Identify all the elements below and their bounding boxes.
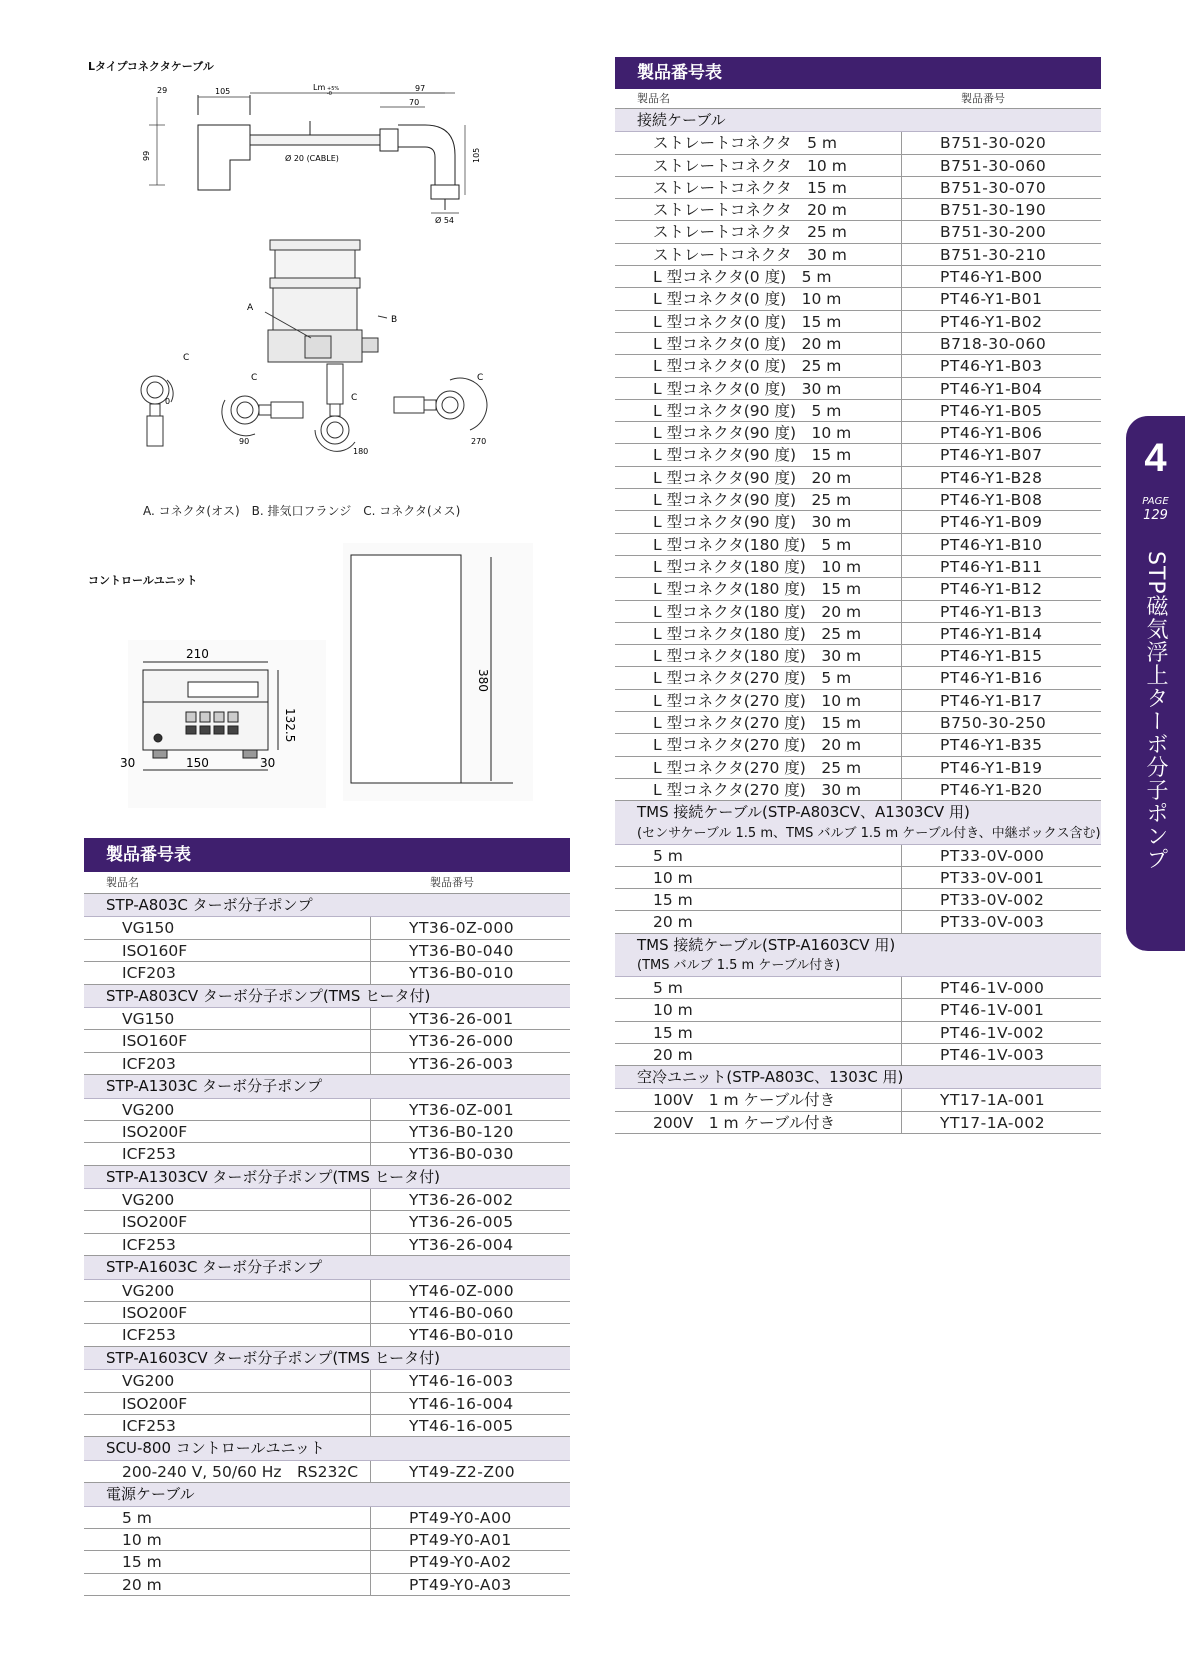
- table-group-header: [84, 1166, 570, 1189]
- table-row: [84, 1324, 570, 1346]
- left-table-title: 製品番号表: [84, 838, 570, 872]
- product-name-cell: L 型コネクタ(180 度) 5 m: [653, 535, 852, 554]
- product-name-cell: 10 m: [653, 1001, 693, 1020]
- product-code-cell: YT36-B0-030: [370, 1143, 514, 1164]
- table-row: [84, 1415, 570, 1437]
- table-row: [84, 1008, 570, 1030]
- table-row: [84, 1143, 570, 1165]
- c-label-270: C: [477, 373, 484, 383]
- product-name-cell: L 型コネクタ(270 度) 25 m: [653, 758, 862, 777]
- table-row: [615, 911, 1101, 933]
- table-row: [615, 578, 1101, 600]
- pump-label-b: B: [391, 315, 398, 325]
- product-name-cell: ICF253: [122, 1145, 176, 1164]
- product-name-cell: L 型コネクタ(270 度) 10 m: [653, 691, 862, 710]
- product-code-cell: PT46-Y1-B01: [901, 288, 1043, 309]
- table-row: [615, 556, 1101, 578]
- product-code-cell: PT46-Y1-B16: [901, 667, 1043, 688]
- product-name-cell: ストレートコネクタ 5 m: [653, 134, 837, 153]
- table-row: [615, 845, 1101, 867]
- product-name-cell: 5 m: [122, 1508, 152, 1527]
- table-row: [615, 623, 1101, 645]
- product-name-cell: 15 m: [653, 1023, 693, 1042]
- product-code-cell: PT46-Y1-B08: [901, 489, 1043, 510]
- product-code-cell: PT46-Y1-B15: [901, 645, 1043, 666]
- product-code-cell: YT46-B0-060: [370, 1302, 514, 1323]
- group-title: STP-A1603C ターボ分子ポンプ: [106, 1258, 323, 1277]
- group-title: STP-A1303C ターボ分子ポンプ: [106, 1077, 323, 1096]
- product-code-cell: YT36-B0-120: [370, 1121, 514, 1142]
- table-row: [615, 779, 1101, 801]
- table-group-header: [84, 894, 570, 917]
- product-code-cell: PT46-Y1-B35: [901, 734, 1043, 755]
- dim-lm-tol-zero: -0: [327, 91, 332, 97]
- product-name-cell: ICF203: [122, 964, 176, 983]
- product-name-cell: L 型コネクタ(270 度) 5 m: [653, 669, 852, 688]
- dim-width: 210: [186, 647, 209, 661]
- page-label: PAGE: [1142, 496, 1169, 507]
- product-name-cell: L 型コネクタ(180 度) 15 m: [653, 580, 862, 599]
- table-row: [84, 1189, 570, 1211]
- chapter-number: 4: [1144, 436, 1167, 480]
- product-code-cell: B751-30-060: [901, 155, 1046, 176]
- product-code-cell: YT46-0Z-000: [370, 1280, 514, 1301]
- product-name-cell: ストレートコネクタ 30 m: [653, 245, 847, 264]
- dim-54: Ø 54: [435, 216, 455, 225]
- dim-right: 30: [260, 756, 276, 770]
- c-label-90: C: [251, 373, 258, 383]
- product-code-cell: YT36-0Z-000: [370, 917, 514, 938]
- product-name-cell: ストレートコネクタ 25 m: [653, 223, 847, 242]
- group-title: TMS 接続ケーブル(STP-A1603CV 用): [637, 935, 896, 954]
- product-name-cell: ICF253: [122, 1235, 176, 1254]
- table-row: [84, 1461, 570, 1483]
- product-code-cell: PT46-Y1-B06: [901, 422, 1043, 443]
- right-table-title: 製品番号表: [615, 57, 1101, 89]
- group-title: TMS 接続ケーブル(STP-A803CV、A1303CV 用): [637, 803, 970, 822]
- angle-90: 90: [239, 437, 250, 446]
- product-code-cell: PT49-Y0-A01: [370, 1529, 512, 1550]
- table-row: [615, 645, 1101, 667]
- group-title: STP-A1303CV ターボ分子ポンプ(TMS ヒータ付): [106, 1167, 440, 1186]
- table-row: [615, 422, 1101, 444]
- product-name-cell: L 型コネクタ(90 度) 15 m: [653, 446, 852, 465]
- product-name-cell: 10 m: [653, 868, 693, 887]
- control-unit-figure-title: コントロールユニット: [88, 574, 198, 587]
- group-title: STP-A803CV ターボ分子ポンプ(TMS ヒータ付): [106, 986, 431, 1005]
- chapter-side-tab[interactable]: [1126, 416, 1185, 951]
- product-name-cell: ICF203: [122, 1054, 176, 1073]
- pump-label-a: A: [247, 303, 254, 313]
- product-code-cell: PT49-Y0-A02: [370, 1551, 512, 1572]
- right-col-code: 製品番号: [961, 92, 1005, 105]
- table-group-header: [615, 934, 1101, 977]
- table-row: [84, 1053, 570, 1075]
- table-row: [615, 444, 1101, 466]
- table-row: [615, 177, 1101, 199]
- product-code-cell: PT46-Y1-B04: [901, 378, 1043, 399]
- table-group-header: [84, 1437, 570, 1460]
- table-row: [84, 1234, 570, 1256]
- product-code-cell: PT46-1V-001: [901, 999, 1044, 1020]
- product-name-cell: L 型コネクタ(270 度) 30 m: [653, 780, 862, 799]
- group-title: 接続ケーブル: [637, 111, 726, 129]
- table-row: [84, 1030, 570, 1052]
- product-code-cell: PT46-Y1-B11: [901, 556, 1043, 577]
- product-code-cell: PT46-1V-002: [901, 1022, 1044, 1043]
- table-row: [84, 1529, 570, 1551]
- product-name-cell: VG200: [122, 1100, 175, 1119]
- right-table-column-header: [615, 89, 1101, 109]
- product-code-cell: YT49-Z2-Z00: [370, 1461, 515, 1482]
- product-name-cell: ISO200F: [122, 1122, 188, 1141]
- product-code-cell: PT46-Y1-B12: [901, 578, 1043, 599]
- product-name-cell: ISO200F: [122, 1304, 188, 1323]
- group-subtitle: (センサケーブル 1.5 m、TMS バルブ 1.5 m ケーブル付き、中継ボックス含む): [637, 825, 1101, 841]
- table-row: [615, 667, 1101, 689]
- product-name-cell: 100V 1 m ケーブル付き: [653, 1091, 836, 1110]
- product-code-cell: YT36-26-002: [370, 1189, 514, 1210]
- table-row: [615, 534, 1101, 556]
- product-name-cell: L 型コネクタ(0 度) 15 m: [653, 312, 842, 331]
- product-code-cell: PT46-Y1-B20: [901, 779, 1043, 800]
- table-row: [615, 355, 1101, 377]
- table-group-header: [84, 1256, 570, 1279]
- table-row: [615, 1112, 1101, 1134]
- product-name-cell: L 型コネクタ(90 度) 25 m: [653, 491, 852, 510]
- dim-height: 132.5: [283, 708, 297, 743]
- product-code-cell: YT36-0Z-001: [370, 1099, 514, 1120]
- product-code-cell: PT46-Y1-B07: [901, 444, 1043, 465]
- product-code-cell: PT33-0V-001: [901, 867, 1044, 888]
- l-cable-drawing: [135, 85, 515, 225]
- product-name-cell: L 型コネクタ(180 度) 25 m: [653, 624, 862, 643]
- product-code-cell: YT46-16-003: [370, 1370, 514, 1391]
- table-row: [84, 1280, 570, 1302]
- table-row: [615, 400, 1101, 422]
- product-name-cell: L 型コネクタ(180 度) 20 m: [653, 602, 862, 621]
- table-row: [615, 467, 1101, 489]
- table-row: [84, 1507, 570, 1529]
- product-name-cell: ISO160F: [122, 941, 188, 960]
- product-code-cell: PT46-Y1-B19: [901, 757, 1043, 778]
- page-number: 129: [1143, 508, 1168, 523]
- table-row: [615, 511, 1101, 533]
- table-row: [84, 1302, 570, 1324]
- product-name-cell: VG200: [122, 1372, 175, 1391]
- product-name-cell: 20 m: [653, 913, 693, 932]
- table-group-header: [615, 801, 1101, 844]
- product-code-cell: B751-30-020: [901, 132, 1046, 153]
- right-product-table: [615, 57, 1101, 1134]
- angle-180: 180: [353, 447, 369, 456]
- table-row: [615, 378, 1101, 400]
- dim-97: 97: [415, 84, 426, 93]
- dim-99: 99: [142, 150, 151, 161]
- product-name-cell: ストレートコネクタ 10 m: [653, 156, 847, 175]
- table-row: [84, 1393, 570, 1415]
- dim-70: 70: [409, 98, 420, 107]
- product-name-cell: VG150: [122, 1009, 175, 1028]
- product-code-cell: PT46-Y1-B09: [901, 511, 1043, 532]
- dim-depth: 380: [476, 669, 490, 692]
- table-row: [615, 199, 1101, 221]
- product-name-cell: L 型コネクタ(270 度) 15 m: [653, 714, 862, 733]
- table-row: [84, 1574, 570, 1596]
- group-title: STP-A803C ターボ分子ポンプ: [106, 896, 313, 914]
- group-subtitle: (TMS バルブ 1.5 m ケーブル付き): [637, 957, 841, 973]
- table-row: [615, 757, 1101, 779]
- product-code-cell: YT36-B0-040: [370, 940, 514, 961]
- product-code-cell: YT36-26-005: [370, 1211, 514, 1232]
- product-code-cell: PT46-1V-000: [901, 977, 1044, 998]
- product-name-cell: ICF253: [122, 1326, 176, 1345]
- table-row: [615, 288, 1101, 310]
- table-row: [84, 917, 570, 939]
- table-row: [615, 712, 1101, 734]
- product-code-cell: B751-30-070: [901, 177, 1046, 198]
- product-code-cell: YT36-26-004: [370, 1234, 514, 1255]
- product-name-cell: L 型コネクタ(270 度) 20 m: [653, 736, 862, 755]
- table-group-header: [615, 109, 1101, 132]
- table-group-header: [84, 1347, 570, 1370]
- product-name-cell: 5 m: [653, 978, 683, 997]
- left-table-column-header: [84, 872, 570, 894]
- product-name-cell: VG200: [122, 1191, 175, 1210]
- product-code-cell: B750-30-250: [901, 712, 1046, 733]
- product-name-cell: L 型コネクタ(90 度) 30 m: [653, 513, 852, 532]
- table-row: [615, 734, 1101, 756]
- product-name-cell: L 型コネクタ(90 度) 5 m: [653, 401, 842, 420]
- product-name-cell: 20 m: [122, 1575, 162, 1594]
- product-name-cell: 20 m: [653, 1045, 693, 1064]
- dim-left: 30: [120, 756, 136, 770]
- left-col-name: 製品名: [106, 876, 139, 889]
- product-code-cell: B718-30-060: [901, 333, 1046, 354]
- chapter-title: STP磁気浮上ターボ分子ポンプ: [1143, 551, 1168, 871]
- product-code-cell: YT17-1A-002: [901, 1112, 1045, 1133]
- product-name-cell: L 型コネクタ(0 度) 5 m: [653, 268, 832, 287]
- table-row: [615, 132, 1101, 154]
- orientation-caption: A. コネクタ(オス) B. 排気口フランジ C. コネクタ(メス): [143, 504, 461, 518]
- product-name-cell: 15 m: [653, 891, 693, 910]
- table-row: [615, 221, 1101, 243]
- product-code-cell: YT46-16-005: [370, 1415, 514, 1436]
- product-code-cell: PT46-Y1-B10: [901, 534, 1043, 555]
- product-code-cell: YT46-B0-010: [370, 1324, 514, 1345]
- table-row: [615, 1022, 1101, 1044]
- product-name-cell: ICF253: [122, 1416, 176, 1435]
- dim-lm-tol-plus: +5%: [327, 86, 340, 92]
- product-code-cell: B751-30-200: [901, 221, 1046, 242]
- product-name-cell: ストレートコネクタ 15 m: [653, 178, 847, 197]
- product-code-cell: PT33-0V-003: [901, 911, 1044, 932]
- product-name-cell: ストレートコネクタ 20 m: [653, 201, 847, 220]
- dim-middle: 150: [186, 756, 209, 770]
- right-col-name: 製品名: [637, 92, 670, 105]
- product-code-cell: YT36-26-003: [370, 1053, 514, 1074]
- product-code-cell: PT33-0V-000: [901, 845, 1044, 866]
- table-row: [615, 889, 1101, 911]
- product-name-cell: L 型コネクタ(0 度) 30 m: [653, 379, 842, 398]
- c-label-0: C: [183, 353, 190, 363]
- product-name-cell: 10 m: [122, 1530, 162, 1549]
- angle-270: 270: [471, 437, 487, 446]
- product-code-cell: PT46-Y1-B03: [901, 355, 1043, 376]
- table-row: [615, 977, 1101, 999]
- table-row: [615, 311, 1101, 333]
- group-title: 空冷ユニット(STP-A803C、1303C 用): [637, 1068, 904, 1087]
- table-row: [615, 1089, 1101, 1111]
- product-name-cell: 200-240 V, 50/60 Hz RS232C: [122, 1462, 359, 1481]
- product-name-cell: L 型コネクタ(180 度) 10 m: [653, 557, 862, 576]
- product-name-cell: 5 m: [653, 846, 683, 865]
- group-title: 電源ケーブル: [106, 1485, 195, 1504]
- product-code-cell: PT49-Y0-A00: [370, 1507, 512, 1528]
- product-code-cell: PT46-Y1-B14: [901, 623, 1043, 644]
- left-product-table: [84, 838, 570, 1596]
- product-name-cell: VG150: [122, 919, 175, 938]
- product-code-cell: PT46-Y1-B02: [901, 311, 1043, 332]
- angle-0: 0: [165, 397, 171, 406]
- product-code-cell: YT17-1A-001: [901, 1089, 1045, 1110]
- product-code-cell: B751-30-190: [901, 199, 1046, 220]
- left-col-code: 製品番号: [430, 876, 474, 889]
- product-code-cell: PT46-1V-003: [901, 1044, 1044, 1065]
- l-cable-figure-title: Lタイプコネクタケーブル: [88, 60, 214, 73]
- dim-29: 29: [157, 86, 168, 95]
- product-code-cell: PT46-Y1-B13: [901, 601, 1043, 622]
- table-row: [84, 1211, 570, 1233]
- c-label-180: C: [351, 393, 358, 403]
- dim-cable-diameter: Ø 20 (CABLE): [285, 154, 339, 163]
- product-name-cell: L 型コネクタ(0 度) 25 m: [653, 357, 842, 376]
- table-row: [615, 999, 1101, 1021]
- table-group-header: [84, 1075, 570, 1098]
- dim-lm: Lm: [313, 83, 326, 92]
- product-code-cell: PT46-Y1-B00: [901, 266, 1043, 287]
- table-row: [615, 1044, 1101, 1066]
- product-name-cell: ISO160F: [122, 1032, 188, 1051]
- dim-105-vertical: 105: [472, 147, 481, 163]
- table-row: [84, 962, 570, 984]
- table-row: [84, 1121, 570, 1143]
- group-title: STP-A1603CV ターボ分子ポンプ(TMS ヒータ付): [106, 1348, 440, 1367]
- table-row: [615, 155, 1101, 177]
- product-name-cell: L 型コネクタ(0 度) 20 m: [653, 334, 842, 353]
- product-code-cell: PT33-0V-002: [901, 889, 1044, 910]
- product-name-cell: L 型コネクタ(90 度) 10 m: [653, 424, 852, 443]
- table-group-header: [84, 985, 570, 1008]
- product-name-cell: VG200: [122, 1281, 175, 1300]
- table-row: [615, 333, 1101, 355]
- table-row: [84, 1370, 570, 1392]
- control-unit-front-drawing: [120, 640, 326, 808]
- product-code-cell: PT46-Y1-B05: [901, 400, 1043, 421]
- product-code-cell: YT36-26-000: [370, 1030, 514, 1051]
- table-row: [615, 690, 1101, 712]
- product-code-cell: YT36-B0-010: [370, 962, 514, 983]
- table-row: [84, 940, 570, 962]
- group-title: SCU-800 コントロールユニット: [106, 1439, 325, 1458]
- table-group-header: [84, 1483, 570, 1506]
- product-name-cell: 200V 1 m ケーブル付き: [653, 1113, 836, 1132]
- right-table-body: [615, 109, 1101, 1134]
- product-name-cell: L 型コネクタ(0 度) 10 m: [653, 290, 842, 309]
- left-table-body: [84, 894, 570, 1596]
- table-row: [84, 1099, 570, 1121]
- dim-105: 105: [215, 87, 231, 96]
- product-name-cell: L 型コネクタ(90 度) 20 m: [653, 468, 852, 487]
- table-row: [615, 867, 1101, 889]
- table-group-header: [615, 1066, 1101, 1089]
- product-code-cell: B751-30-210: [901, 244, 1046, 265]
- product-code-cell: YT46-16-004: [370, 1393, 514, 1414]
- product-name-cell: 15 m: [122, 1553, 162, 1572]
- table-row: [615, 266, 1101, 288]
- table-row: [615, 601, 1101, 623]
- pump-orientation-drawing: [125, 230, 545, 520]
- product-code-cell: PT46-Y1-B17: [901, 690, 1043, 711]
- product-code-cell: PT46-Y1-B28: [901, 467, 1043, 488]
- product-code-cell: YT36-26-001: [370, 1008, 514, 1029]
- product-name-cell: ISO200F: [122, 1213, 188, 1232]
- control-unit-side-drawing: [343, 543, 533, 801]
- table-row: [84, 1551, 570, 1573]
- product-name-cell: L 型コネクタ(180 度) 30 m: [653, 647, 862, 666]
- table-row: [615, 244, 1101, 266]
- table-row: [615, 489, 1101, 511]
- product-name-cell: ISO200F: [122, 1394, 188, 1413]
- product-code-cell: PT49-Y0-A03: [370, 1574, 512, 1595]
